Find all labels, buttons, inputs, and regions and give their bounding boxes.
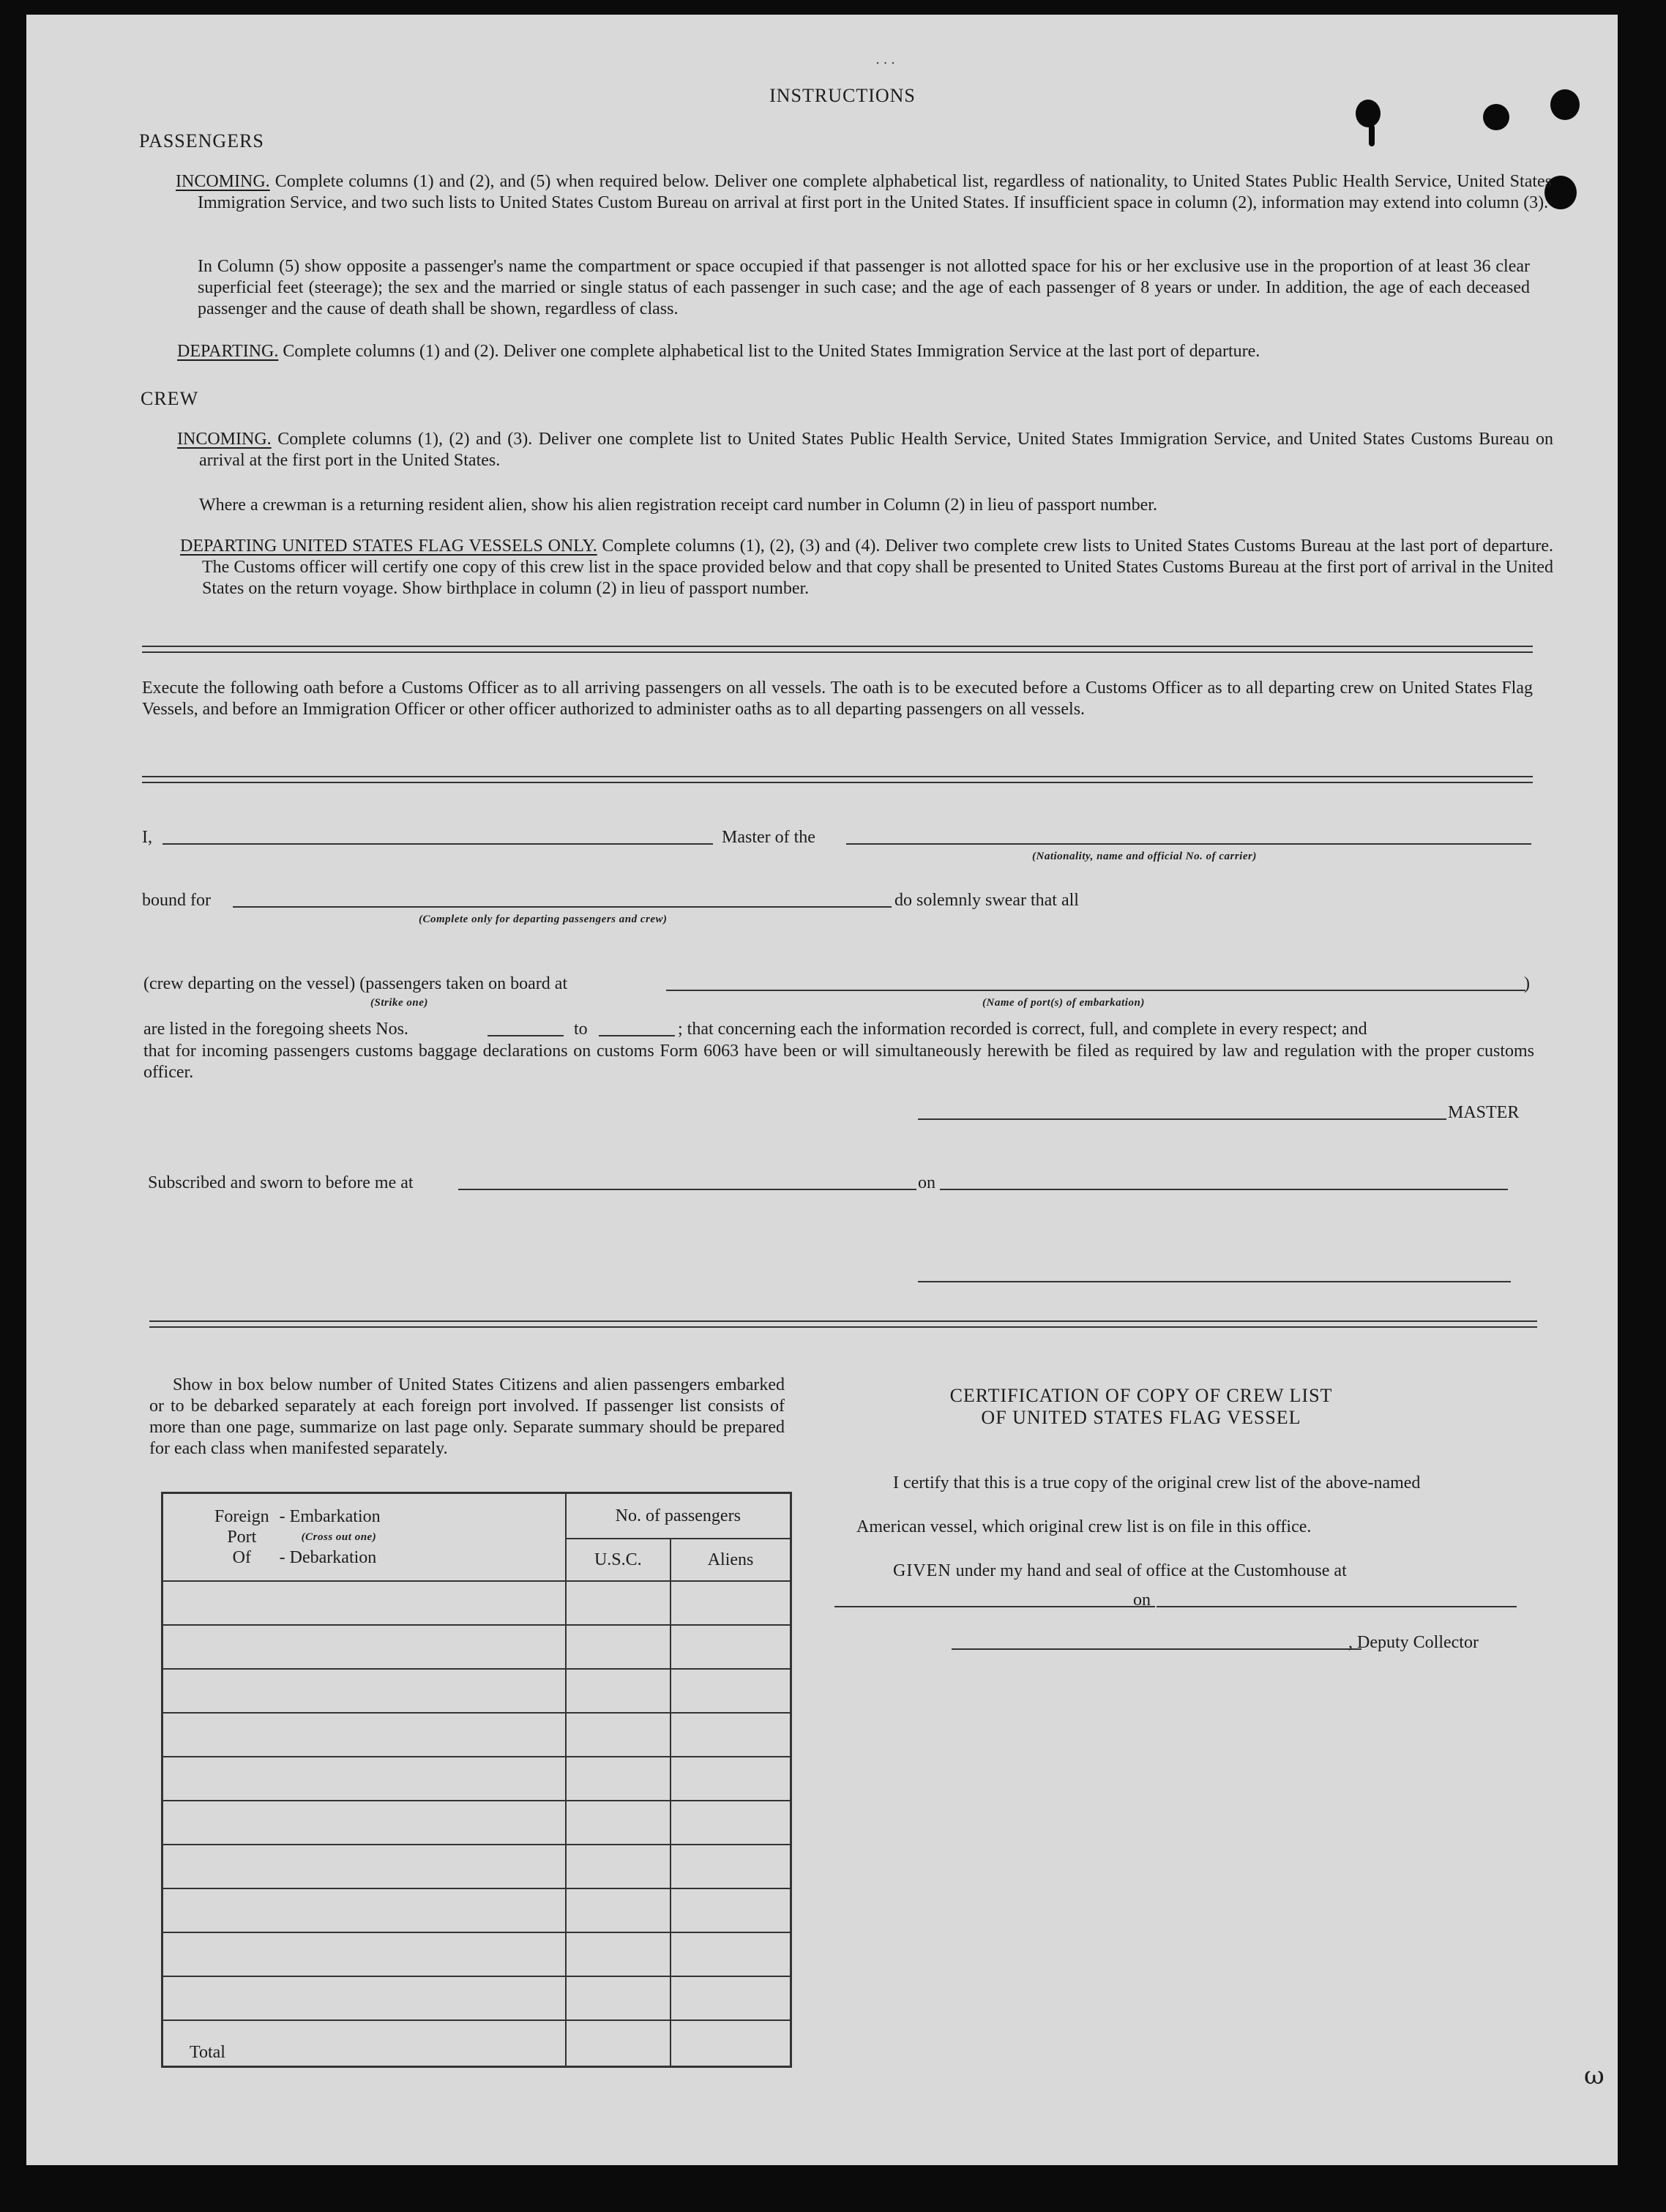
carrier-line[interactable] (846, 843, 1531, 845)
total-row (163, 2020, 791, 2067)
passengers-departing-label: DEPARTING. (177, 342, 279, 361)
table-row (163, 1845, 791, 1888)
crew-incoming-label: INCOMING. (177, 430, 272, 449)
passengers-departing-text: Complete columns (1) and (2). Deliver one complete alphabetical list to the United States Immigration Service at the last port of departure. (283, 342, 1260, 361)
double-rule (142, 646, 1533, 653)
embarkation-label: - Embarkation (279, 1507, 381, 1526)
usc-header: U.S.C. (566, 1539, 671, 1581)
bound-for-line[interactable] (233, 906, 892, 908)
punch-hole-tail (1369, 124, 1375, 146)
table-row (163, 1713, 791, 1757)
usc-cell[interactable] (566, 1581, 671, 1625)
sheet-to-line[interactable] (599, 1035, 675, 1036)
oath-intro: Execute the following oath before a Customs Officer as to all arriving passengers on all vessels. The oath is to be executed before a Customs Officer as to all departing crew on United States Flag Vessels, and before an Immigration Officer or other officer authorized to administer oaths as to all departing passengers on all vessels. (142, 679, 1533, 719)
crew-heading: CREW (141, 388, 199, 409)
aliens-cell[interactable] (670, 1669, 791, 1713)
cross-out-caption: (Cross out one) (301, 1531, 377, 1543)
solemnly-swear-label: do solemnly swear that all (894, 891, 1079, 910)
certification-line-1: I certify that this is a true copy of the original crew list of the above-named (893, 1473, 1421, 1492)
usc-total-cell[interactable] (566, 2020, 671, 2067)
ports-line[interactable] (666, 990, 1525, 991)
sheet-from-line[interactable] (488, 1035, 564, 1036)
punch-hole (1550, 89, 1580, 120)
subscribed-label: Subscribed and sworn to before me at (148, 1173, 414, 1192)
certification-line-2: American vessel, which original crew list is on file in this office. (856, 1517, 1312, 1536)
table-row (163, 1801, 791, 1845)
deputy-signature-line[interactable] (952, 1648, 1361, 1650)
aliens-cell[interactable] (670, 1713, 791, 1757)
port-cell[interactable] (163, 1801, 566, 1845)
master-label: MASTER (1448, 1103, 1520, 1122)
aliens-cell[interactable] (670, 1932, 791, 1976)
usc-cell[interactable] (566, 1976, 671, 2020)
form-page (26, 15, 1618, 2165)
usc-cell[interactable] (566, 1625, 671, 1669)
listed-to: to (574, 1020, 588, 1039)
port-cell[interactable] (163, 1713, 566, 1757)
aliens-total-cell[interactable] (670, 2020, 791, 2067)
passengers-column5-paragraph: In Column (5) show opposite a passenger's name the compartment or space occupied if that passenger is not allotted space for his or her exclusive use in the proportion of at least 36 clear superficial feet (steerage); the sex and the married or single status of each passenger in such case; and the age of each passenger of 8 years or under. In addition, the age of each deceased passenger and the cause of death shall be shown, regardless of class. (198, 257, 1530, 318)
passengers-incoming-label: INCOMING. (176, 172, 270, 191)
foreign-port-header (163, 1493, 566, 1582)
table-row (163, 1932, 791, 1976)
listed-prefix: are listed in the foregoing sheets Nos. (143, 1020, 408, 1039)
crew-departing-label: (crew departing on the vessel) (passengers taken on board at (143, 974, 568, 993)
close-paren: ) (1524, 974, 1530, 993)
header-marks: · · · (875, 56, 895, 70)
port-cell[interactable] (163, 1932, 566, 1976)
port-cell[interactable] (163, 1757, 566, 1801)
debarkation-label: - Debarkation (279, 1548, 377, 1567)
aliens-cell[interactable] (670, 1976, 791, 2020)
usc-cell[interactable] (566, 1757, 671, 1801)
port-label: Port (227, 1528, 257, 1547)
certification-title-2: OF UNITED STATES FLAG VESSEL (981, 1407, 1301, 1428)
passenger-summary-table (161, 1492, 792, 2068)
port-cell[interactable] (163, 1581, 566, 1625)
listed-suffix: ; that concerning each the information recorded is correct, full, and complete in every respect; and (678, 1020, 1367, 1039)
double-rule (142, 776, 1533, 783)
listed-rest: that for incoming passengers customs baggage declarations on customs Form 6063 have been or will simultaneously herewith be filed as required by law and regulation with the proper customs officer. (143, 1042, 1534, 1082)
complete-only-caption: (Complete only for departing passengers and crew) (419, 913, 668, 925)
crew-departing-paragraph (180, 536, 1553, 599)
customhouse-date-line[interactable] (1157, 1606, 1517, 1607)
usc-cell[interactable] (566, 1932, 671, 1976)
crew-departing-label: DEPARTING UNITED STATES FLAG VESSELS ONLY. (180, 537, 597, 556)
table-row (163, 1581, 791, 1625)
aliens-cell[interactable] (670, 1581, 791, 1625)
crew-departing-text: Complete columns (1), (2), (3) and (4). Deliver two complete crew lists to United States Customs Bureau at the last port of departure. The Customs officer will certify one copy of this crew list in the space provided below and that copy shall be presented to United States Customs Bureau at the first port of arrival in the United States on the return voyage. Show birthplace in column (2) in lieu of passport number. (202, 537, 1553, 598)
usc-cell[interactable] (566, 1713, 671, 1757)
passengers-incoming-paragraph (176, 171, 1552, 214)
master-name-line[interactable] (163, 843, 713, 845)
crew-incoming-paragraph (177, 429, 1553, 471)
subscribed-on-label: on (918, 1173, 935, 1192)
customhouse-place-line[interactable] (834, 1606, 1155, 1607)
crew-resident-paragraph: Where a crewman is a returning resident alien, show his alien registration receipt card number in Column (2) in lieu of passport number. (199, 496, 1157, 515)
usc-cell[interactable] (566, 1801, 671, 1845)
aliens-cell[interactable] (670, 1801, 791, 1845)
table-row (163, 1625, 791, 1669)
usc-cell[interactable] (566, 1888, 671, 1932)
port-cell[interactable] (163, 1976, 566, 2020)
usc-cell[interactable] (566, 1845, 671, 1888)
foreign-label: Foreign (214, 1507, 269, 1526)
punch-hole (1356, 100, 1381, 127)
port-cell[interactable] (163, 1669, 566, 1713)
master-of-the-label: Master of the (722, 828, 815, 847)
aliens-cell[interactable] (670, 1757, 791, 1801)
certification-title-1: CERTIFICATION OF COPY OF CREW LIST (949, 1385, 1333, 1406)
ports-caption: (Name of port(s) of embarkation) (982, 997, 1145, 1009)
table-row (163, 1669, 791, 1713)
nationality-caption: (Nationality, name and official No. of carrier) (1032, 851, 1257, 862)
given-label: GIVEN (893, 1561, 952, 1580)
subscribed-date-line[interactable] (940, 1189, 1508, 1190)
no-passengers-header: No. of passengers (566, 1493, 791, 1539)
aliens-header: Aliens (670, 1539, 791, 1581)
aliens-cell[interactable] (670, 1625, 791, 1669)
usc-cell[interactable] (566, 1669, 671, 1713)
passengers-incoming-text: Complete columns (1) and (2), and (5) when required below. Deliver one complete alphabetical list, regardless of nationality, to United States Public Health Service, United States Immigration Service, and two such lists to United States Custom Bureau on arrival at first port in the United States. If insufficient space in column (2), information may extend into column (3). (198, 172, 1553, 212)
certification-given (893, 1561, 1347, 1582)
table-row (163, 1976, 791, 2020)
table-row (163, 1888, 791, 1932)
passengers-heading: PASSENGERS (139, 130, 264, 152)
officer-signature-line[interactable] (918, 1281, 1511, 1282)
double-rule (149, 1320, 1537, 1328)
total-label: Total (163, 2020, 566, 2067)
port-cell[interactable] (163, 1888, 566, 1932)
bound-for-label: bound for (142, 891, 211, 910)
table-row (163, 1757, 791, 1801)
punch-hole (1483, 104, 1509, 130)
deputy-collector-label: , Deputy Collector (1348, 1633, 1479, 1652)
port-cell[interactable] (163, 1625, 566, 1669)
corner-handwritten-mark: ω (1584, 2061, 1605, 2090)
certification-on-label: on (1133, 1591, 1151, 1610)
passengers-departing-paragraph (177, 341, 1531, 362)
strike-one-caption: (Strike one) (370, 997, 428, 1009)
given-text: under my hand and seal of office at the Customhouse at (955, 1561, 1347, 1580)
of-label: Of (232, 1548, 251, 1567)
oath-i-label: I, (142, 828, 152, 847)
page-title: INSTRUCTIONS (769, 85, 916, 106)
crew-incoming-text: Complete columns (1), (2) and (3). Deliver one complete list to United States Public Health Service, United States Immigration Service, and United States Customs Bureau on arrival at the first port in the United States. (199, 430, 1554, 470)
subscribed-place-line[interactable] (458, 1189, 916, 1190)
aliens-cell[interactable] (670, 1888, 791, 1932)
master-signature-line[interactable] (918, 1118, 1446, 1120)
summary-instructions: Show in box below number of United States Citizens and alien passengers embarked or to be debarked separately at each foreign port involved. If passenger list consists of more than one page, summarize on last page only. Separate summary should be prepared for each class when manifested separately. (149, 1375, 785, 1458)
port-cell[interactable] (163, 1845, 566, 1888)
aliens-cell[interactable] (670, 1845, 791, 1888)
